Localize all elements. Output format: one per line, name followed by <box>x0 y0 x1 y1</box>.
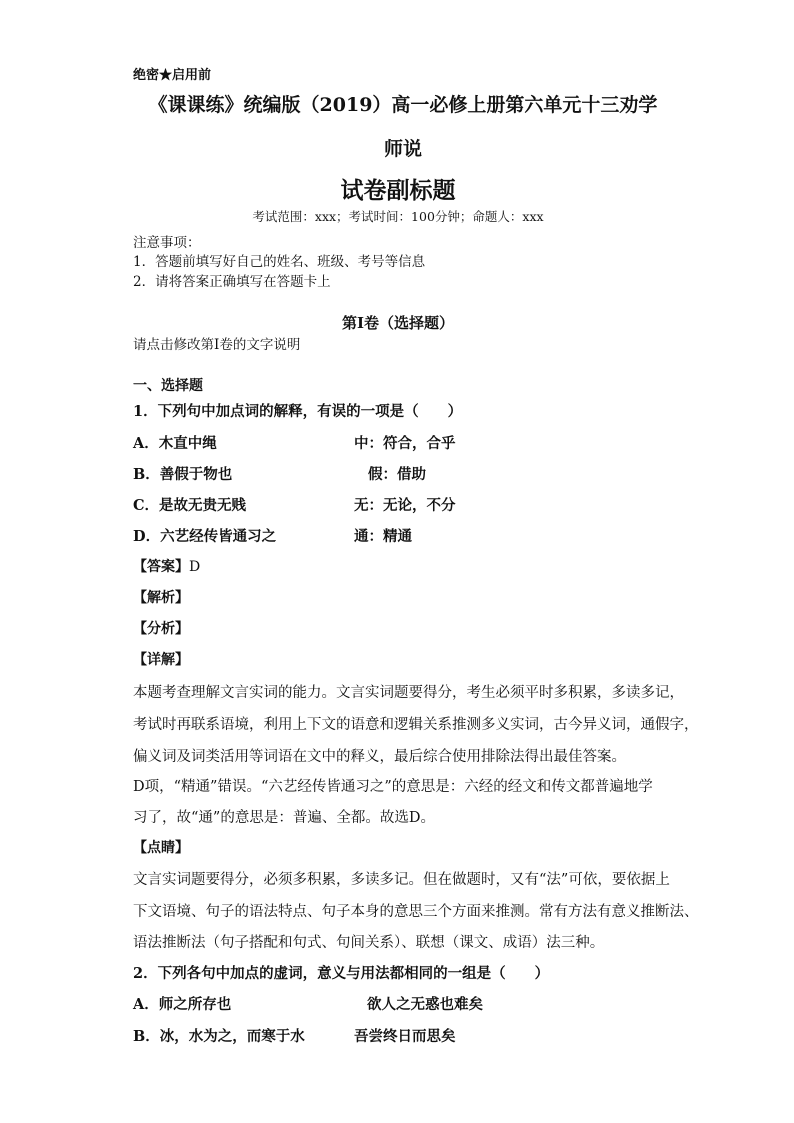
q1-option-a-gloss: 中：符合，合乎 <box>354 435 456 452</box>
section-description: 请点击修改第I卷的文字说明 <box>133 337 301 353</box>
detail-line: 偏义词及词类活用等词语在文中的释义，最后综合使用排除法得出最佳答案。 <box>133 749 626 765</box>
detail-line: D项，“精通”错误。“六艺经传皆通习之”的意思是：六经的经文和传文都普遍地学 <box>133 779 653 795</box>
answer-line <box>133 556 200 576</box>
exam-title-line-1: 《课课练》统编版（2019）高一必修上册第六单元十三劝学 <box>148 94 658 116</box>
answer-value: D <box>189 559 201 575</box>
notice-heading: 注意事项： <box>133 235 201 251</box>
notice-item-1: 1．答题前填写好自己的姓名、班级、考号等信息 <box>133 254 426 270</box>
tip-line: 语法推断法（句子搭配和句式、句间关系）、联想（课文、成语）法三种。 <box>133 935 605 951</box>
tip-line: 文言实词题要得分，必须多积累，多读多记。但在做题时，又有“法”可依，要依据上 <box>133 872 670 888</box>
q1-option-a: A．木直中绳 <box>133 435 217 452</box>
q1-option-c-gloss: 无：无论，不分 <box>354 497 456 514</box>
tip-tag: 【点睛】 <box>133 840 189 856</box>
question-2-stem: 2．下列各句中加点的虚词，意义与用法都相同的一组是（ ） <box>133 965 550 982</box>
exam-title-line-2: 师说 <box>383 138 422 160</box>
tip-line: 下文语境、句子的语法特点、句子本身的意思三个方面来推测。常有方法有意义推断法、 <box>133 904 699 920</box>
detail-tag: 【详解】 <box>133 652 189 668</box>
q1-option-b: B．善假于物也 <box>133 466 233 483</box>
q2-option-b: B．冰，水为之，而寒于水 <box>133 1028 305 1045</box>
question-1-stem: 1．下列句中加点词的解释，有误的一项是（ ） <box>133 403 463 420</box>
part-heading: 一、选择题 <box>133 378 203 394</box>
q1-option-b-gloss: 假：借助 <box>368 466 426 483</box>
answer-tag: 【答案】 <box>133 559 189 575</box>
detail-line: 本题考查理解文言实词的能力。文言实词题要得分，考生必须平时多积累，多读多记， <box>133 685 684 701</box>
q1-option-d-gloss: 通：精通 <box>354 528 412 545</box>
detail-line: 习了，故“通”的意思是：普遍、全都。故选D。 <box>133 810 435 826</box>
q2-option-b-compare: 吾尝终日而思矣 <box>354 1028 456 1045</box>
q2-option-a-compare: 欲人之无惑也难矣 <box>367 996 483 1013</box>
q1-option-d: D．六艺经传皆通习之 <box>133 528 277 545</box>
q2-option-a: A．师之所存也 <box>133 996 232 1013</box>
exam-subtitle: 试卷副标题 <box>340 177 456 204</box>
confidential-label: 绝密★启用前 <box>133 68 212 83</box>
notice-item-2: 2．请将答案正确填写在答题卡上 <box>133 274 331 290</box>
analysis-tag: 【解析】 <box>133 590 189 606</box>
exam-meta: 考试范围：xxx；考试时间：100分钟；命题人：xxx <box>252 209 544 224</box>
section-title: 第I卷（选择题） <box>341 314 455 332</box>
fenxi-tag: 【分析】 <box>133 621 189 637</box>
q1-option-c: C．是故无贵无贱 <box>133 497 247 514</box>
detail-line: 考试时再联系语境，利用上下文的语意和逻辑关系推测多义实词，古今异义词，通假字， <box>133 717 699 733</box>
